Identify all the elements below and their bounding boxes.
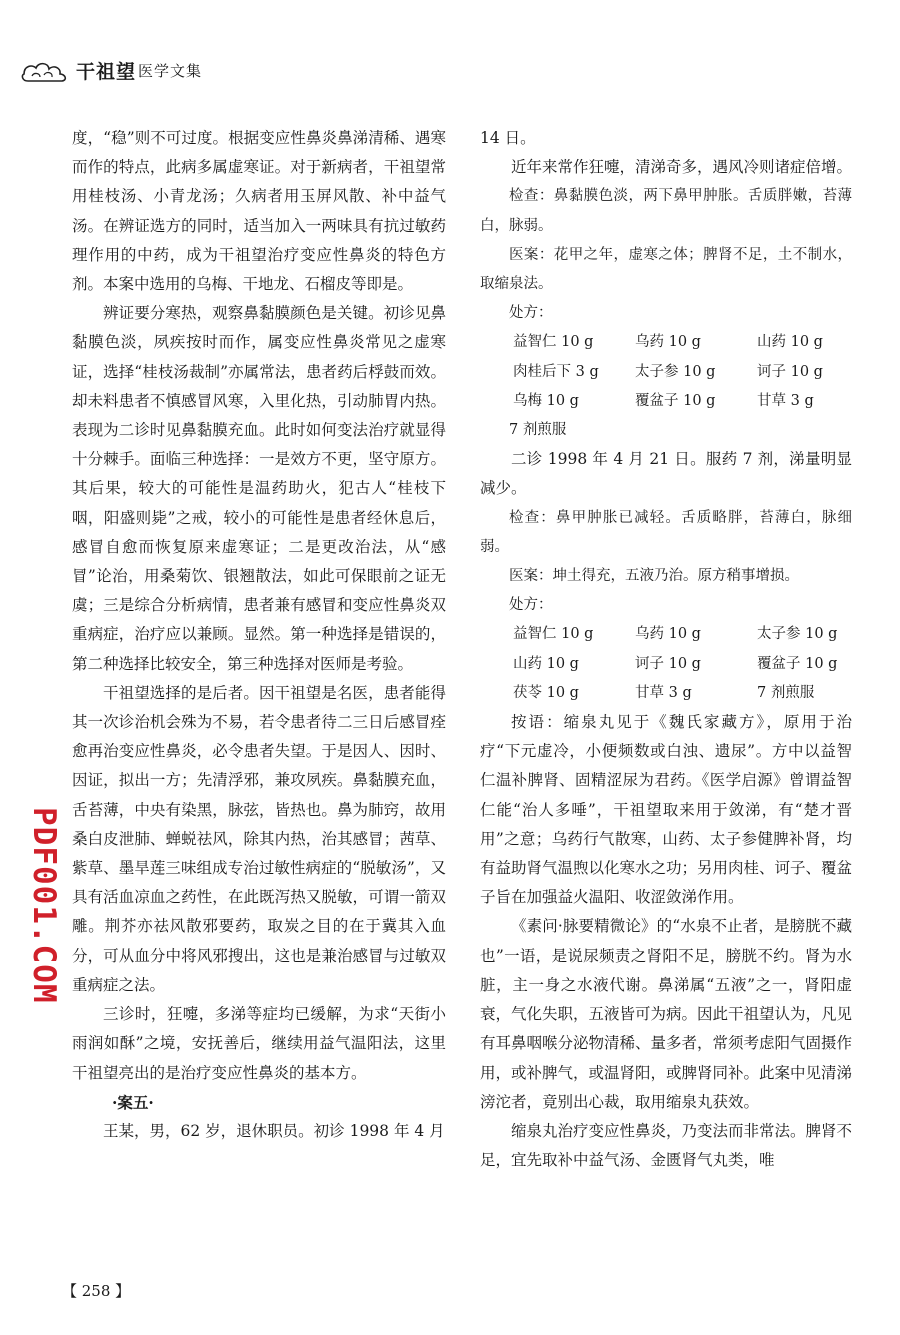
exam-paragraph: 检查：鼻黏膜色淡，两下鼻甲肿胀。舌质胖嫩，苔薄白，脉弱。 (480, 188, 852, 234)
herb-item: 乌药 10 g (635, 334, 701, 351)
dosage-note: 7 剂煎服 (757, 684, 815, 701)
running-header (20, 52, 202, 88)
herb-item: 山药 10 g (757, 334, 823, 351)
herb-item: 覆盆子 10 g (757, 655, 838, 672)
paragraph: 度，“稳”则不可过度。根据变应性鼻炎鼻涕清稀、遇寒而作的特点，此病多属虚寒证。对于新病者，干祖望常用桂枝汤、小青龙汤；久病者用玉屏风散、补中益气汤。在辨证选方的同时，适当加入一两味具有抗过敏药理作用的中药，成为干祖望治疗变应性鼻炎的特色方剂。本案中选用的乌梅、干地龙、石榴皮等即是。 (72, 129, 446, 294)
paragraph: 14 日。 (480, 129, 536, 147)
case-heading: ·案五· (112, 1092, 154, 1112)
header-brand: 干祖望 (76, 60, 137, 83)
herb-item: 肉桂后下 3 g (513, 363, 599, 380)
left-column (72, 124, 446, 1146)
paragraph: 三诊时，狂嚏，多涕等症均已缓解，为求“天街小雨润如酥”之境，安抚善后，继续用益气温阳法，这里干祖望亮出的是治疗变应性鼻炎的基本方。 (72, 1005, 446, 1082)
exam-paragraph: 检查：鼻甲肿胀已减轻。舌质略胖，苔薄白，脉细弱。 (480, 509, 852, 555)
herb-item: 覆盆子 10 g (635, 392, 716, 409)
paragraph: 近年来常作狂嚏，清涕奇多，遇风冷则诸症倍增。 (511, 158, 853, 177)
herb-item: 太子参 10 g (635, 363, 716, 380)
header-subtitle: 医学文集 (138, 61, 203, 80)
prescription-grid (480, 328, 852, 416)
case-record-paragraph: 医案：坤土得充，五液乃治。原方稍事增损。 (509, 568, 799, 585)
paragraph: 辨证要分寒热，观察鼻黏膜颜色是关键。初诊见鼻黏膜色淡，夙疾按时而作，属变应性鼻炎常见之虚寒证，选择“桂枝汤裁制”亦属常法，患者药后桴鼓而效。却未料患者不慎感冒风寒，入里化热，引动肺胃内热。表现为二诊时见鼻黏膜充血。此时如何变法治疗就显得十分棘手。面临三种选择：一是效方不更，坚守原方。其后果，较大的可能性是温药助火，犯古人“桂枝下咽，阳盛则毙”之戒，较小的可能性是患者经休息后，感冒自愈而恢复原来虚寒证；二是更改治法，从“感冒”论治，用桑菊饮、银翘散法，如此可保眼前之证无虞；三是综合分析病情，患者兼有感冒和变应性鼻炎双重病症，治疗应以兼顾。显然。第一种选择是错误的，第二种选择比较安全，第三种选择对医师是考验。 (72, 304, 446, 673)
herb-item: 益智仁 10 g (513, 334, 594, 351)
prescription-label: 处方： (509, 597, 553, 614)
page-number: 【 258 】 (62, 1282, 131, 1300)
paragraph: 按语：缩泉丸见于《魏氏家藏方》，原用于治疗“下元虚冷，小便频数或白浊、遗尿”。方中以益智仁温补脾肾、固精涩尿为君药。《医学启源》曾谓益智仁能“治人多唾”，干祖望取来用于敛涕，有“楚才晋用”之意；乌药行气散寒，山药、太子参健脾补肾，均有益助肾气温煦以化寒水之功；另用肉桂、诃子、覆盆子旨在加强益火温阳、收涩敛涕作用。 (480, 713, 853, 907)
paragraph: 缩泉丸治疗变应性鼻炎，乃变法而非常法。脾肾不足，宜先取补中益气汤、金匮肾气丸类，唯 (480, 1121, 853, 1170)
cloud-scroll-icon (20, 54, 72, 86)
herb-item: 甘草 3 g (635, 684, 692, 701)
paragraph: 二诊 1998 年 4 月 21 日。服药 7 剂，涕量明显减少。 (480, 450, 852, 498)
paragraph: 王某，男，62 岁，退休职员。初诊 1998 年 4 月 (103, 1121, 445, 1140)
paragraph: 《素问·脉要精微论》的“水泉不止者，是膀胱不藏也”一语，是说尿频责之肾阳不足，膀胱不约。肾为水脏，主一身之水液代谢。鼻涕属“五液”之一，肾阳虚衰，气化失职，五液皆可为病。因此干祖望认为，凡见有耳鼻咽喉分泌物清稀、量多者，常须考虑阳气固摄作用，或补脾气，或温肾阳，或脾肾同补。此案中见清涕滂沱者，竟别出心裁，取用缩泉丸获效。 (480, 917, 853, 1111)
watermark: PDF001.COM (26, 807, 62, 1004)
herb-item: 诃子 10 g (635, 655, 701, 672)
prescription-grid (480, 620, 852, 708)
case-record-paragraph: 医案：花甲之年，虚寒之体；脾肾不足，土不制水，取缩泉法。 (480, 246, 852, 293)
herb-item: 太子参 10 g (757, 626, 838, 643)
herb-item: 甘草 3 g (757, 392, 814, 409)
paragraph: 干祖望选择的是后者。因干祖望是名医，患者能得其一次诊治机会殊为不易，若令患者待二三日后感冒痊愈再治变应性鼻炎，必令患者失望。于是因人、因时、因证，拟出一方；先清浮邪，兼攻夙疾。鼻黏膜充血，舌苔薄，中央有染黑，脉弦，皆热也。鼻为肺窍，故用桑白皮泄肺、蝉蜕祛风，除其内热，治其感冒；茜草、紫草、墨旱莲三味组成专治过敏性病症的“脱敏汤”，又具有活血凉血之药性，在此既泻热又脱敏，可谓一箭双雕。荆芥亦祛风散邪要药，取炭之目的在于冀其入血分，可从血分中将风邪搜出，这也是兼治感冒与过敏双重病症之法。 (72, 683, 446, 994)
herb-item: 益智仁 10 g (513, 626, 594, 643)
herb-item: 乌梅 10 g (513, 392, 579, 409)
prescription-label: 处方： (509, 305, 553, 322)
herb-item: 诃子 10 g (757, 363, 823, 380)
herb-item: 山药 10 g (513, 655, 579, 672)
herb-item: 乌药 10 g (635, 626, 701, 643)
dosage-note: 7 剂煎服 (509, 422, 567, 439)
right-column (480, 124, 852, 1175)
herb-item: 茯苓 10 g (513, 684, 579, 701)
